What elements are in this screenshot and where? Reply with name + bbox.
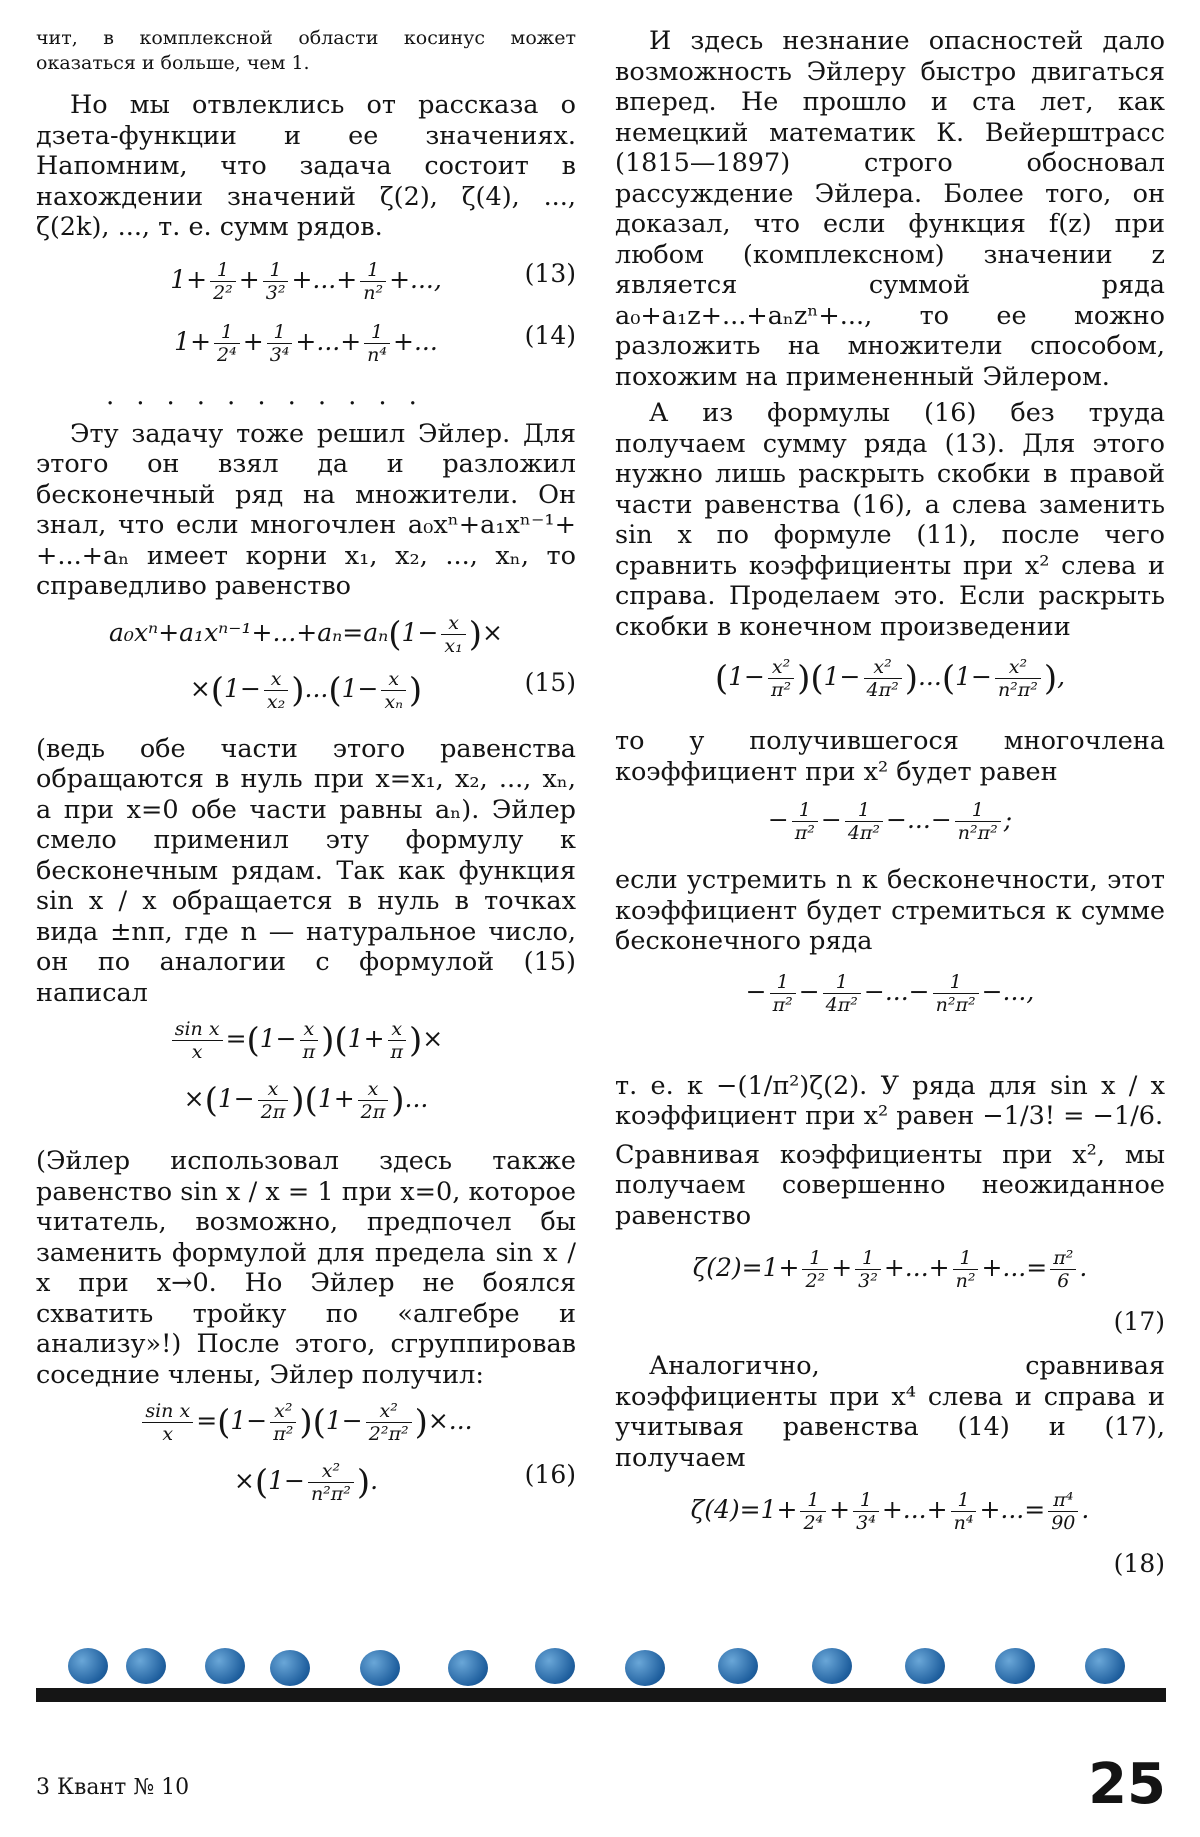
equation-number: (18) xyxy=(1113,1549,1165,1578)
page-number: 25 xyxy=(1088,1752,1166,1817)
paragraph: И здесь незнание опасностей дало возможность Эйлеру быстро двигаться вперед. Не прошло и ста лет, как немецкий математик К. Вейерштрасс (1815—1897) строго обосновал рассуждение Эйлера. Более того, он доказал, что если функция f(z) при любом (комплексном) значении z является суммой ряда a₀+a₁z+...+aₙzⁿ+..., то ее можно разложить на множители способом, похожим на примененный Эйлером. xyxy=(615,26,1165,392)
decorative-ball xyxy=(68,1648,108,1684)
paragraph: (ведь обе части этого равенства обращаются в нуль при x=x₁, x₂, ..., xₙ, а при x=0 обе части равны aₙ). Эйлер смело применил эту формулу к бесконечным рядам. Так как функция sin x / x обращается в нуль в точках вида ±nπ, где n — натуральное число, он по аналогии с формулой (15) написал xyxy=(36,733,576,1008)
equation-16-line2: ×(1− $\frac{\text{x²}}{\text{n²π²}}$ ). (16) xyxy=(233,1460,576,1505)
right-column xyxy=(615,26,1165,1579)
paragraph: т. е. к −(1/π²)ζ(2). У ряда для sin x / x коэффициент при x² равен −1/3! = −1/6. xyxy=(615,1070,1165,1131)
equation-number: (13) xyxy=(524,258,576,288)
equation-17-number-row xyxy=(615,1307,1165,1337)
decorative-ball xyxy=(270,1650,310,1686)
left-column xyxy=(36,26,576,1520)
decorative-ball xyxy=(812,1648,852,1684)
equation-16-line1: $\frac{\text{sin x}}{x}$ =(1− $\frac{\text{x²}}{\text{π²}}$ )(1− $\frac{\text{x²}}{\text{2²π²}}$ )×... xyxy=(36,1400,576,1460)
equation-18-number-row xyxy=(615,1549,1165,1579)
decorative-ball xyxy=(535,1648,575,1684)
equation-14: 1+ $\frac{1}{\text{2⁴}}$ + $\frac{1}{\text{3⁴}}$ +...+ $\frac{1}{\text{n⁴}}$ +... (14) xyxy=(174,320,576,366)
euler-formula-line2: ×(1− $\frac{x}{2\pi}$ )(1+ $\frac{x}{2\pi}$ )... xyxy=(183,1078,429,1123)
ellipsis-dots: ........... xyxy=(106,380,439,411)
paragraph: Сравнивая коэффициенты при x², мы получаем совершенно неожиданное равенство xyxy=(615,1139,1165,1231)
footer-signature: 3 Квант № 10 xyxy=(36,1775,190,1800)
equation-15-line2: ×(1− $\frac{x}{\text{x₂}}$ )...(1− $\frac{x}{\text{xₙ}}$ ) (15) xyxy=(189,667,576,713)
series-expression: − $\frac{1}{\text{π²}}$ − $\frac{1}{\text{4π²}}$ −...− $\frac{1}{\text{n²π²}}$ −..., xyxy=(745,970,1035,1016)
euler-formula-line1: $\frac{\text{sin x}}{x}$ =(1− $\frac{x}{\pi}$ )(1+ $\frac{x}{\pi}$ )× xyxy=(36,1018,576,1078)
decorative-ball xyxy=(625,1650,665,1686)
decorative-ball xyxy=(1085,1648,1125,1684)
decorative-ball xyxy=(205,1648,245,1684)
equation-17: ζ(2)=1+ $\frac{1}{\text{2²}}$ + $\frac{1}{\text{3²}}$ +...+ $\frac{1}{\text{n²}}$ +...= $\frac{\text{π²}}{6}$ . xyxy=(692,1247,1088,1292)
equation-number: (17) xyxy=(1113,1307,1165,1336)
equation-number: (15) xyxy=(524,667,576,697)
paragraph: Эту задачу тоже решил Эйлер. Для этого он взял да и разложил бесконечный ряд на множители. Он знал, что если многочлен a₀xⁿ+a₁xⁿ⁻¹+ +...+aₙ имеет корни x₁, x₂, ..., xₙ, то справедливо равенство xyxy=(36,418,576,601)
equation-number: (14) xyxy=(524,320,576,350)
decorative-ball xyxy=(905,1648,945,1684)
decorative-ball xyxy=(360,1650,400,1686)
footer-divider-bar xyxy=(36,1688,1166,1702)
equation-18: ζ(4)=1+ $\frac{1}{\text{2⁴}}$ + $\frac{1}{\text{3⁴}}$ +...+ $\frac{1}{\text{n⁴}}$ +...= $\frac{\text{π⁴}}{90}$ . xyxy=(690,1489,1090,1534)
decorative-ball xyxy=(995,1648,1035,1684)
paragraph: (Эйлер использовал здесь также равенство sin x / x = 1 при x=0, которое читатель, возможно, предпочел бы заменить формулой для предела sin x / x при x→0. Но Эйлер не боялся схватить тройку по «алгебре и анализу»!) После этого, сгруппировав соседние члены, Эйлер получил: xyxy=(36,1146,576,1390)
decorative-ball xyxy=(126,1648,166,1684)
coefficient-expression: − $\frac{1}{\text{π²}}$ − $\frac{1}{\text{4π²}}$ −...− $\frac{1}{\text{n²π²}}$ ; xyxy=(767,799,1013,844)
paragraph: если устремить n к бесконечности, этот коэффициент будет стремиться к сумме бесконечного ряда xyxy=(615,865,1165,956)
decorative-ball xyxy=(448,1650,488,1686)
equation-15-line1: a₀xⁿ+a₁xⁿ⁻¹+...+aₙ=aₙ(1− $\frac{x}{\text{x₁}}$ )× xyxy=(109,611,503,657)
equation-13: 1+ $\frac{1}{\text{2²}}$ + $\frac{1}{\text{3²}}$ +...+ $\frac{1}{\text{n²}}$ +..., (13) xyxy=(170,258,576,304)
paragraph: А из формулы (16) без труда получаем сумму ряда (13). Для этого нужно лишь раскрыть скобки в правой части равенства (16), а слева заменить sin x по формуле (11), после чего сравнить коэффициенты при x² слева и справа. Проделаем это. Если раскрыть скобки в конечном произведении xyxy=(615,398,1165,642)
product-expression: (1− $\frac{\text{x²}}{\text{π²}}$ )(1− $\frac{\text{x²}}{\text{4π²}}$ )...(1− $\frac{\text{x²}}{\text{n²π²}}$ ), xyxy=(714,656,1066,701)
paragraph: Аналогично, сравнивая коэффициенты при x⁴ слева и справа и учитывая равенства (14) и (17), получаем xyxy=(615,1351,1165,1473)
equation-number: (16) xyxy=(524,1460,576,1489)
paragraph: то у получившегося многочлена коэффициент при x² будет равен xyxy=(615,726,1165,787)
decorative-ball xyxy=(718,1648,758,1684)
intro-text: чит, в комплексной области косинус может оказаться и больше, чем 1. xyxy=(36,27,576,74)
paragraph: Но мы отвлеклись от рассказа о дзета-функции и ее значениях. Напомним, что задача состоит в нахождении значений ζ(2), ζ(4), ..., ζ(2k), ..., т. е. сумм рядов. xyxy=(36,90,576,242)
